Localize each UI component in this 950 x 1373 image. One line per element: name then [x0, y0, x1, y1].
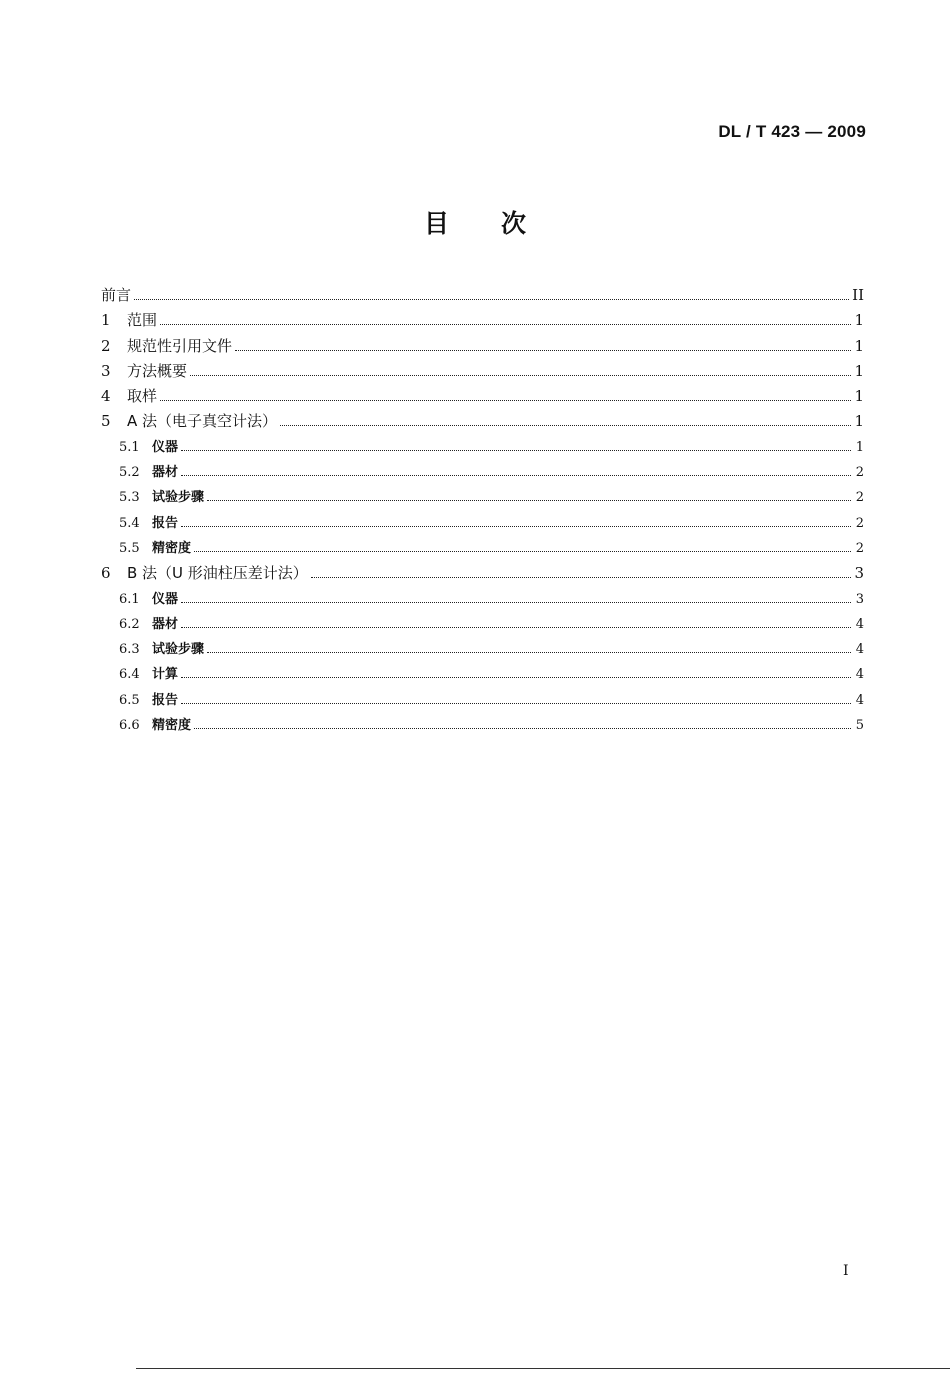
- toc-entry-label: B 法（U 形油柱压差计法）: [127, 564, 308, 583]
- toc-entry-page: 4: [855, 642, 864, 658]
- toc-entry-page: 3: [854, 564, 864, 583]
- toc-subentry[interactable]: [101, 637, 864, 662]
- toc-entry-page: 4: [855, 667, 864, 683]
- toc-entry-page: 1: [854, 311, 864, 330]
- toc-subentry[interactable]: [101, 587, 864, 612]
- toc-entry-label: 器材: [152, 616, 179, 632]
- dot-leader: [181, 602, 851, 603]
- dot-leader: [181, 526, 851, 527]
- dot-leader: [194, 551, 851, 552]
- toc-entry-number: 6.5: [119, 692, 140, 708]
- toc-subentry[interactable]: [101, 511, 864, 536]
- toc-subentry[interactable]: [101, 713, 864, 738]
- toc-entry[interactable]: [101, 308, 864, 333]
- toc-entry-page: 3: [855, 591, 864, 607]
- toc-entry-page: 1: [854, 361, 864, 380]
- toc-entry-number: 3: [101, 361, 111, 380]
- toc-entry-number: 5.5: [119, 540, 140, 556]
- title-char-2: 次: [501, 209, 527, 238]
- toc-entry-page: 1: [854, 336, 864, 355]
- toc-entry[interactable]: [101, 561, 864, 586]
- toc-entry[interactable]: [101, 409, 864, 434]
- toc-entry-page: 1: [855, 439, 864, 455]
- toc-entry-number: 6.4: [119, 667, 140, 683]
- toc-entry-number: 4: [101, 387, 111, 406]
- toc-entry-label: 精密度: [152, 540, 192, 556]
- toc-entry-label: 精密度: [152, 718, 192, 734]
- toc-subentry[interactable]: [101, 435, 864, 460]
- page-title: [0, 204, 950, 240]
- dot-leader: [190, 375, 851, 376]
- toc-entry-label: 规范性引用文件: [127, 336, 233, 355]
- toc-subentry[interactable]: [101, 460, 864, 485]
- toc-entry[interactable]: [101, 359, 864, 384]
- toc-entry-label: 仪器: [152, 439, 179, 455]
- toc-subentry[interactable]: [101, 662, 864, 687]
- dot-leader: [134, 299, 849, 300]
- toc-entry-number: 6: [101, 564, 111, 583]
- toc-entry-page: 2: [855, 540, 864, 556]
- toc-entry-number: 1: [101, 311, 111, 330]
- dot-leader: [181, 450, 851, 451]
- bottom-divider: [136, 1368, 950, 1369]
- toc-entry-label: 报告: [152, 692, 179, 708]
- toc-entry-label: 试验步骤: [152, 642, 205, 658]
- toc-entry-number: 5.4: [119, 515, 140, 531]
- dot-leader: [181, 627, 851, 628]
- dot-leader: [181, 475, 851, 476]
- toc-entry-page: 2: [855, 465, 864, 481]
- dot-leader: [160, 400, 851, 401]
- toc-entry-number: 5.3: [119, 490, 140, 506]
- dot-leader: [235, 350, 851, 351]
- toc-entry-number: 5.1: [119, 439, 140, 455]
- toc-entry[interactable]: [101, 384, 864, 409]
- toc-entry-number: 5: [101, 412, 111, 431]
- toc-subentry[interactable]: [101, 612, 864, 637]
- table-of-contents: [101, 283, 864, 738]
- toc-entry[interactable]: [101, 283, 864, 308]
- dot-leader: [181, 703, 851, 704]
- title-char-1: 目: [423, 209, 449, 238]
- toc-entry-label: 前言: [101, 286, 132, 304]
- toc-entry-label: 器材: [152, 465, 179, 481]
- toc-subentry[interactable]: [101, 688, 864, 713]
- toc-entry-label: 方法概要: [127, 361, 188, 380]
- toc-entry-label: 范围: [127, 311, 158, 330]
- toc-entry-label: 试验步骤: [152, 490, 205, 506]
- toc-entry[interactable]: [101, 334, 864, 359]
- toc-entry-number: 2: [101, 336, 111, 355]
- toc-entry-page: 4: [855, 616, 864, 632]
- toc-entry-number: 6.1: [119, 591, 140, 607]
- toc-entry-label: 仪器: [152, 591, 179, 607]
- toc-subentry[interactable]: [101, 536, 864, 561]
- dot-leader: [207, 652, 851, 653]
- document-code: DL / T 423 — 2009: [718, 122, 866, 141]
- page-number: I: [843, 1263, 849, 1279]
- dot-leader: [160, 324, 851, 325]
- dot-leader: [207, 500, 851, 501]
- toc-entry-page: 1: [854, 387, 864, 406]
- toc-entry-page: 1: [854, 412, 864, 431]
- dot-leader: [181, 677, 851, 678]
- dot-leader: [311, 577, 851, 578]
- toc-entry-number: 5.2: [119, 465, 140, 481]
- toc-entry-number: 6.2: [119, 616, 140, 632]
- toc-entry-label: A 法（电子真空计法）: [127, 412, 278, 431]
- dot-leader: [280, 425, 851, 426]
- toc-entry-label: 报告: [152, 515, 179, 531]
- toc-entry-page: 5: [855, 718, 864, 734]
- toc-entry-page: 4: [855, 692, 864, 708]
- toc-entry-label: 计算: [152, 667, 179, 683]
- toc-entry-page: II: [852, 286, 864, 304]
- toc-entry-page: 2: [855, 490, 864, 506]
- toc-entry-number: 6.6: [119, 718, 140, 734]
- toc-subentry[interactable]: [101, 485, 864, 510]
- toc-entry-label: 取样: [127, 387, 158, 406]
- toc-entry-page: 2: [855, 515, 864, 531]
- dot-leader: [194, 728, 851, 729]
- toc-entry-number: 6.3: [119, 642, 140, 658]
